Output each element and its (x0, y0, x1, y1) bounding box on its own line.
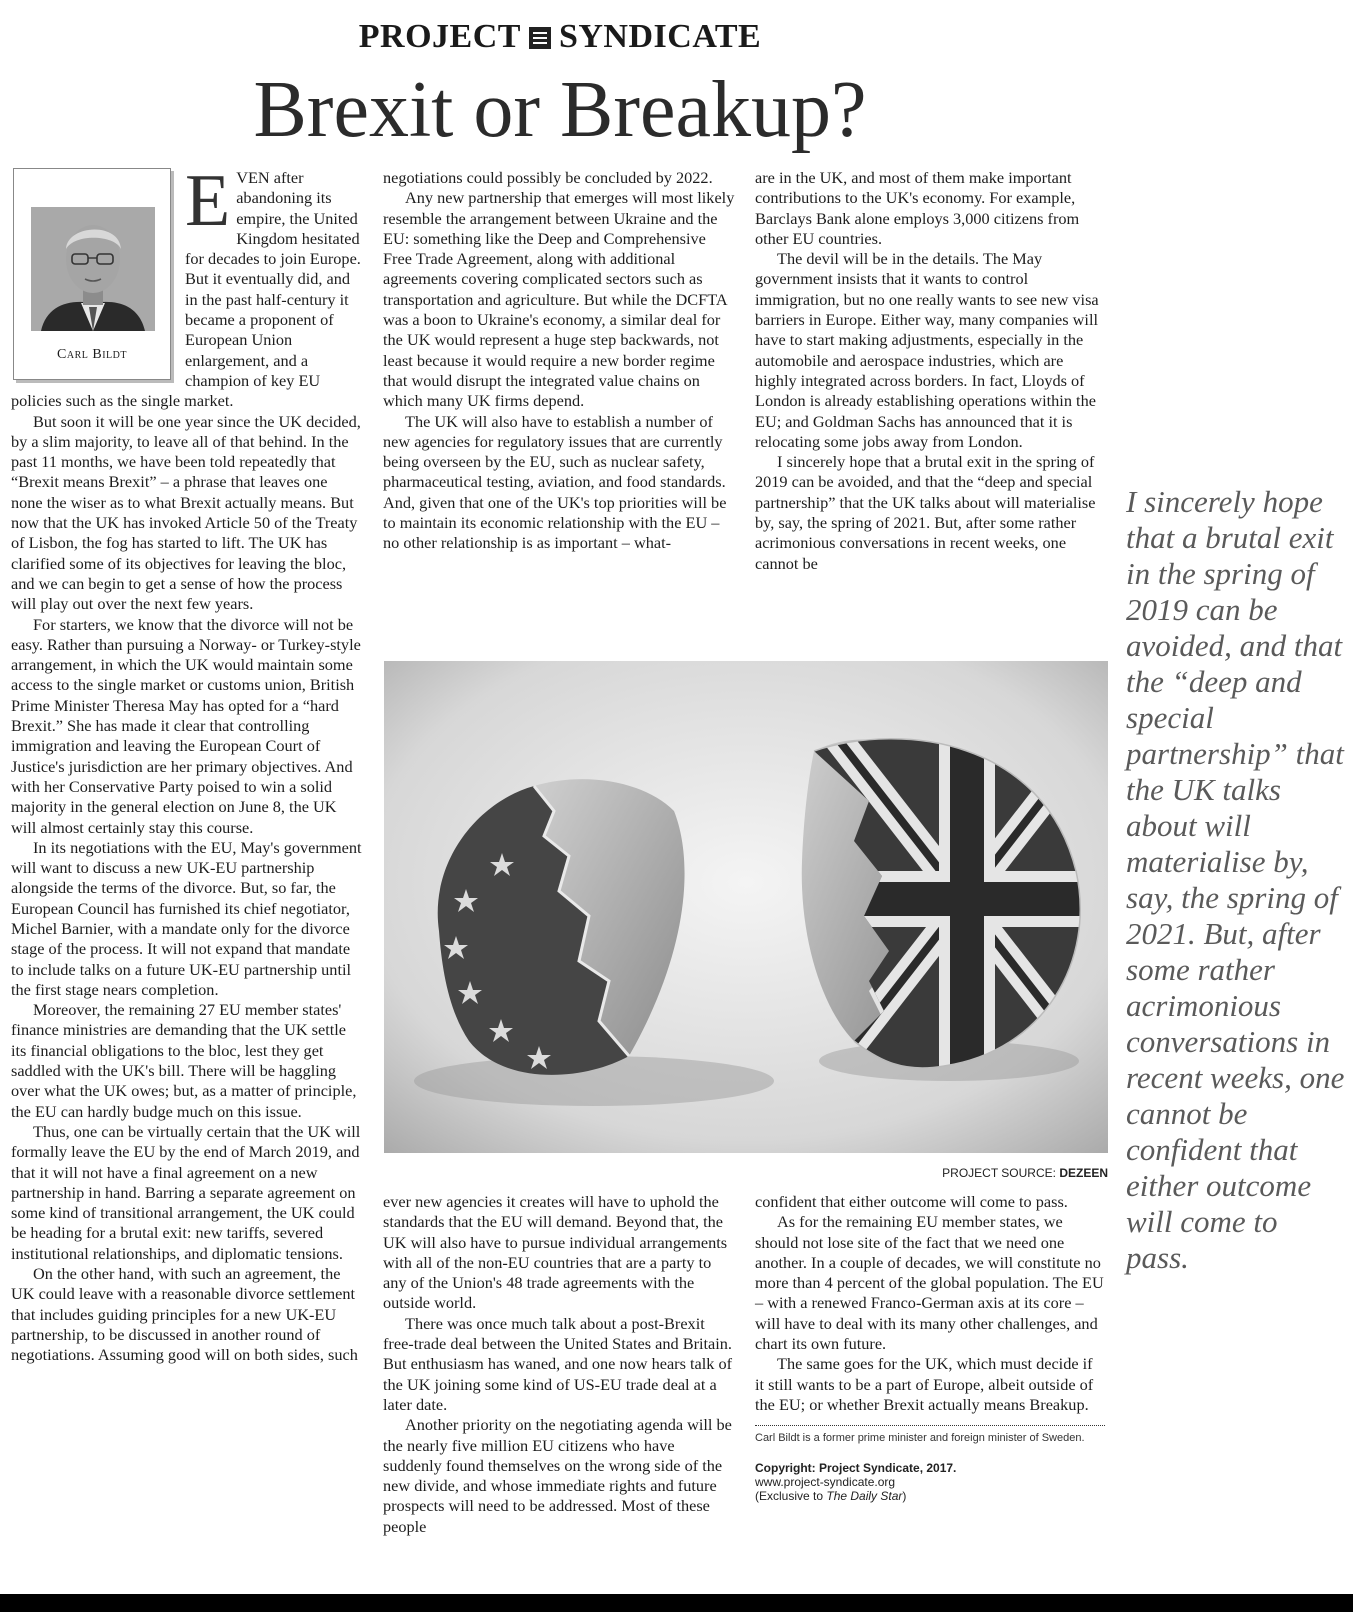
bottom-bar (0, 1594, 1353, 1612)
copyright-exclusive (755, 1489, 1105, 1503)
article-column-2-top (383, 168, 735, 554)
paragraph: are in the UK, and most of them make important contributions to the UK's economy. For example, Barclays Bank alone employs 3,000 citizens from other EU countries. (755, 168, 1080, 248)
paragraph: ever new agencies it creates will have to uphold the standards that the EU will demand. Beyond that, the UK will also have to pursue individual arrangements with all of the non-EU countries that are a party to any of the Union's 48 trade agreements with the outside world. (383, 1192, 728, 1313)
masthead (0, 18, 1120, 56)
copyright-line: Copyright: Project Syndicate, 2017. (755, 1461, 957, 1476)
divider (755, 1425, 1105, 1426)
paragraph: confident that either outcome will come to pass. (755, 1192, 1068, 1211)
author-box (13, 168, 171, 380)
paragraph: Thus, one can be virtually certain that the UK will formally leave the EU by the end of March 2019, and that it will not have a final agreement on a new partnership in hand. Barring a separate agreement on some kind of transitional arrangement, the UK could be heading for a brutal exit: new tariffs, severed institutional relationships, and diplomatic tensions. (11, 1121, 361, 1263)
paragraph: There was once much talk about a post-Brexit free-trade deal between the United States and Britain. But enthusiasm has waned, and one now hears talk of the UK joining some kind of US-EU trade deal at a later date. (383, 1313, 733, 1414)
author-photo (31, 207, 155, 331)
author-bio: Carl Bildt is a former prime minister and foreign minister of Sweden. (755, 1432, 1085, 1445)
paragraph: Any new partnership that emerges will most likely resemble the arrangement between Ukraine and the EU: something like the Deep and Comprehensive Free Trade Agreement, along with additional agreements covering complicated sectors such as transportation and agriculture. But while the DCFTA was a boon to Ukraine's economy, a similar deal for the UK would represent a huge step backwards, not least because it would require a new border regime that would disrupt the integrated value chains on which many UK firms depend. (383, 188, 735, 411)
photo-credit-prefix: PROJECT SOURCE: (942, 1166, 1060, 1180)
photo-credit-source: DEZEEN (1059, 1166, 1108, 1180)
article-column-3-bottom (755, 1192, 1105, 1503)
paragraph: In its negotiations with the EU, May's government will want to discuss a new UK-EU partnership alongside the terms of the divorce. But, so far, the European Council has furnished its chief negotiator, Michel Barnier, with a mandate only for the divorce stage of the process. It will not expand that mandate to include talks on a future UK-EU partnership until the first stage nears completion. (11, 837, 362, 999)
exclusive-prefix: (Exclusive to (755, 1489, 827, 1504)
copyright-url: www.project-syndicate.org (755, 1475, 896, 1490)
paragraph: Another priority on the negotiating agenda will be the nearly five million EU citizens who have suddenly found themselves on the wrong side of the new divide, and whose immediate rights and future prospects will need to be addressed. Most of these people (383, 1415, 732, 1536)
paragraph: VEN after abandoning its empire, the United Kingdom hesitated for decades to join Europe. But it eventually did, and in the past half-century it became a proponent of European Union enlargement, and a champion of key EU policies such as the single market. (11, 168, 361, 411)
paragraph: Moreover, the remaining 27 EU member states' finance ministries are demanding that the UK settle its financial obligations to the bloc, lest they get saddled with the UK's bill. There will be haggling over what the UK owes; but, as a matter of principle, the EU can hardly budge much on this issue. (11, 1000, 357, 1121)
paragraph: I sincerely hope that a brutal exit in the spring of 2019 can be avoided, and that the “deep and special partnership” that the UK talks about will materialise by, say, the spring of 2021. But, after some rather acrimonious conversations in recent weeks, one cannot be (755, 452, 1096, 573)
project-syndicate-logo-icon (529, 27, 551, 49)
paragraph: For starters, we know that the divorce will not be easy. Rather than pursuing a Norway- or Turkey-style arrangement, in which the UK would maintain some access to the single market or customs union, British Prime Minister Theresa May has opted for a “hard Brexit.” She has made it clear that controlling immigration and leaving the European Court of Justice's jurisdiction are her primary objectives. And with her Conservative Party poised to win a solid majority in the general election on June 8, the UK will almost certainly stay this course. (11, 614, 361, 837)
paragraph: As for the remaining EU member states, we should not lose site of the fact that we need one another. In a couple of decades, we will constitute no more than 4 percent of the global population. The EU – with a renewed Franco-German axis at its core – will have to deal with its many other challenges, and chart its own future. (755, 1212, 1104, 1354)
paragraph: The devil will be in the details. The May government insists that it wants to control immigration, but no one really wants to see new visa barriers in Europe. Either way, many companies will have to start making adjustments, especially in the automobile and aerospace industries, which are highly integrated across borders. In fact, Lloyds of London is already establishing operations within the EU; and Goldman Sachs has announced that it is relocating some jobs away from London. (755, 249, 1099, 451)
pull-quote: I sincerely hope that a brutal exit in the spring of 2019 can be avoided, and that the “deep and special partnership” that the UK talks about will materialise by, say, the spring of 2021. But, after some rather acrimonious conversations in recent weeks, one cannot be confident that either outcome will come to pass. (1126, 484, 1345, 1275)
article-column-2-bottom (383, 1192, 735, 1537)
article-column-1 (11, 160, 363, 1366)
masthead-left: PROJECT (358, 18, 521, 55)
article-column-3-top (755, 168, 1105, 574)
headline: Brexit or Breakup? (253, 66, 867, 154)
article-photo (384, 661, 1108, 1153)
paragraph: The same goes for the UK, which must decide if it still wants to be a part of Europe, albeit outside of the EU; or whether Brexit actually means Breakup. (755, 1354, 1094, 1414)
copyright-block (755, 1461, 1105, 1503)
paragraph: But soon it will be one year since the UK decided, by a slim majority, to leave all of that behind. In the past 11 months, we have been told repeatedly that “Brexit means Brexit” – a phrase that leaves one none the wiser as to what Brexit actually means. But now that the UK has invoked Article 50 of the Treaty of Lisbon, the fog has started to lift. The UK has clarified some of its objectives for leaving the bloc, and we can begin to get a sense of how the process will play out over the next few years. (11, 411, 361, 614)
publication-name: The Daily Star (826, 1489, 903, 1504)
drop-cap: E (185, 160, 231, 242)
author-name: Carl Bildt (57, 347, 127, 362)
exclusive-suffix: ) (902, 1489, 907, 1504)
paragraph: negotiations could possibly be concluded by 2022. (383, 168, 713, 187)
masthead-right: SYNDICATE (558, 18, 762, 55)
photo-credit (384, 1166, 1108, 1180)
paragraph: The UK will also have to establish a number of new agencies for regulatory issues that are currently being overseen by the EU, such as nuclear safety, pharmaceutical testing, aviation, and food standards. And, given that one of the UK's top priorities will be to maintain its economic relationship with the EU – no other relationship is as important – what- (383, 411, 727, 553)
paragraph: On the other hand, with such an agreement, the UK could leave with a reasonable divorce settlement that includes guiding principles for a new UK-EU partnership, to be discussed in another round of negotiations. Assuming good will on both sides, such (11, 1264, 358, 1365)
